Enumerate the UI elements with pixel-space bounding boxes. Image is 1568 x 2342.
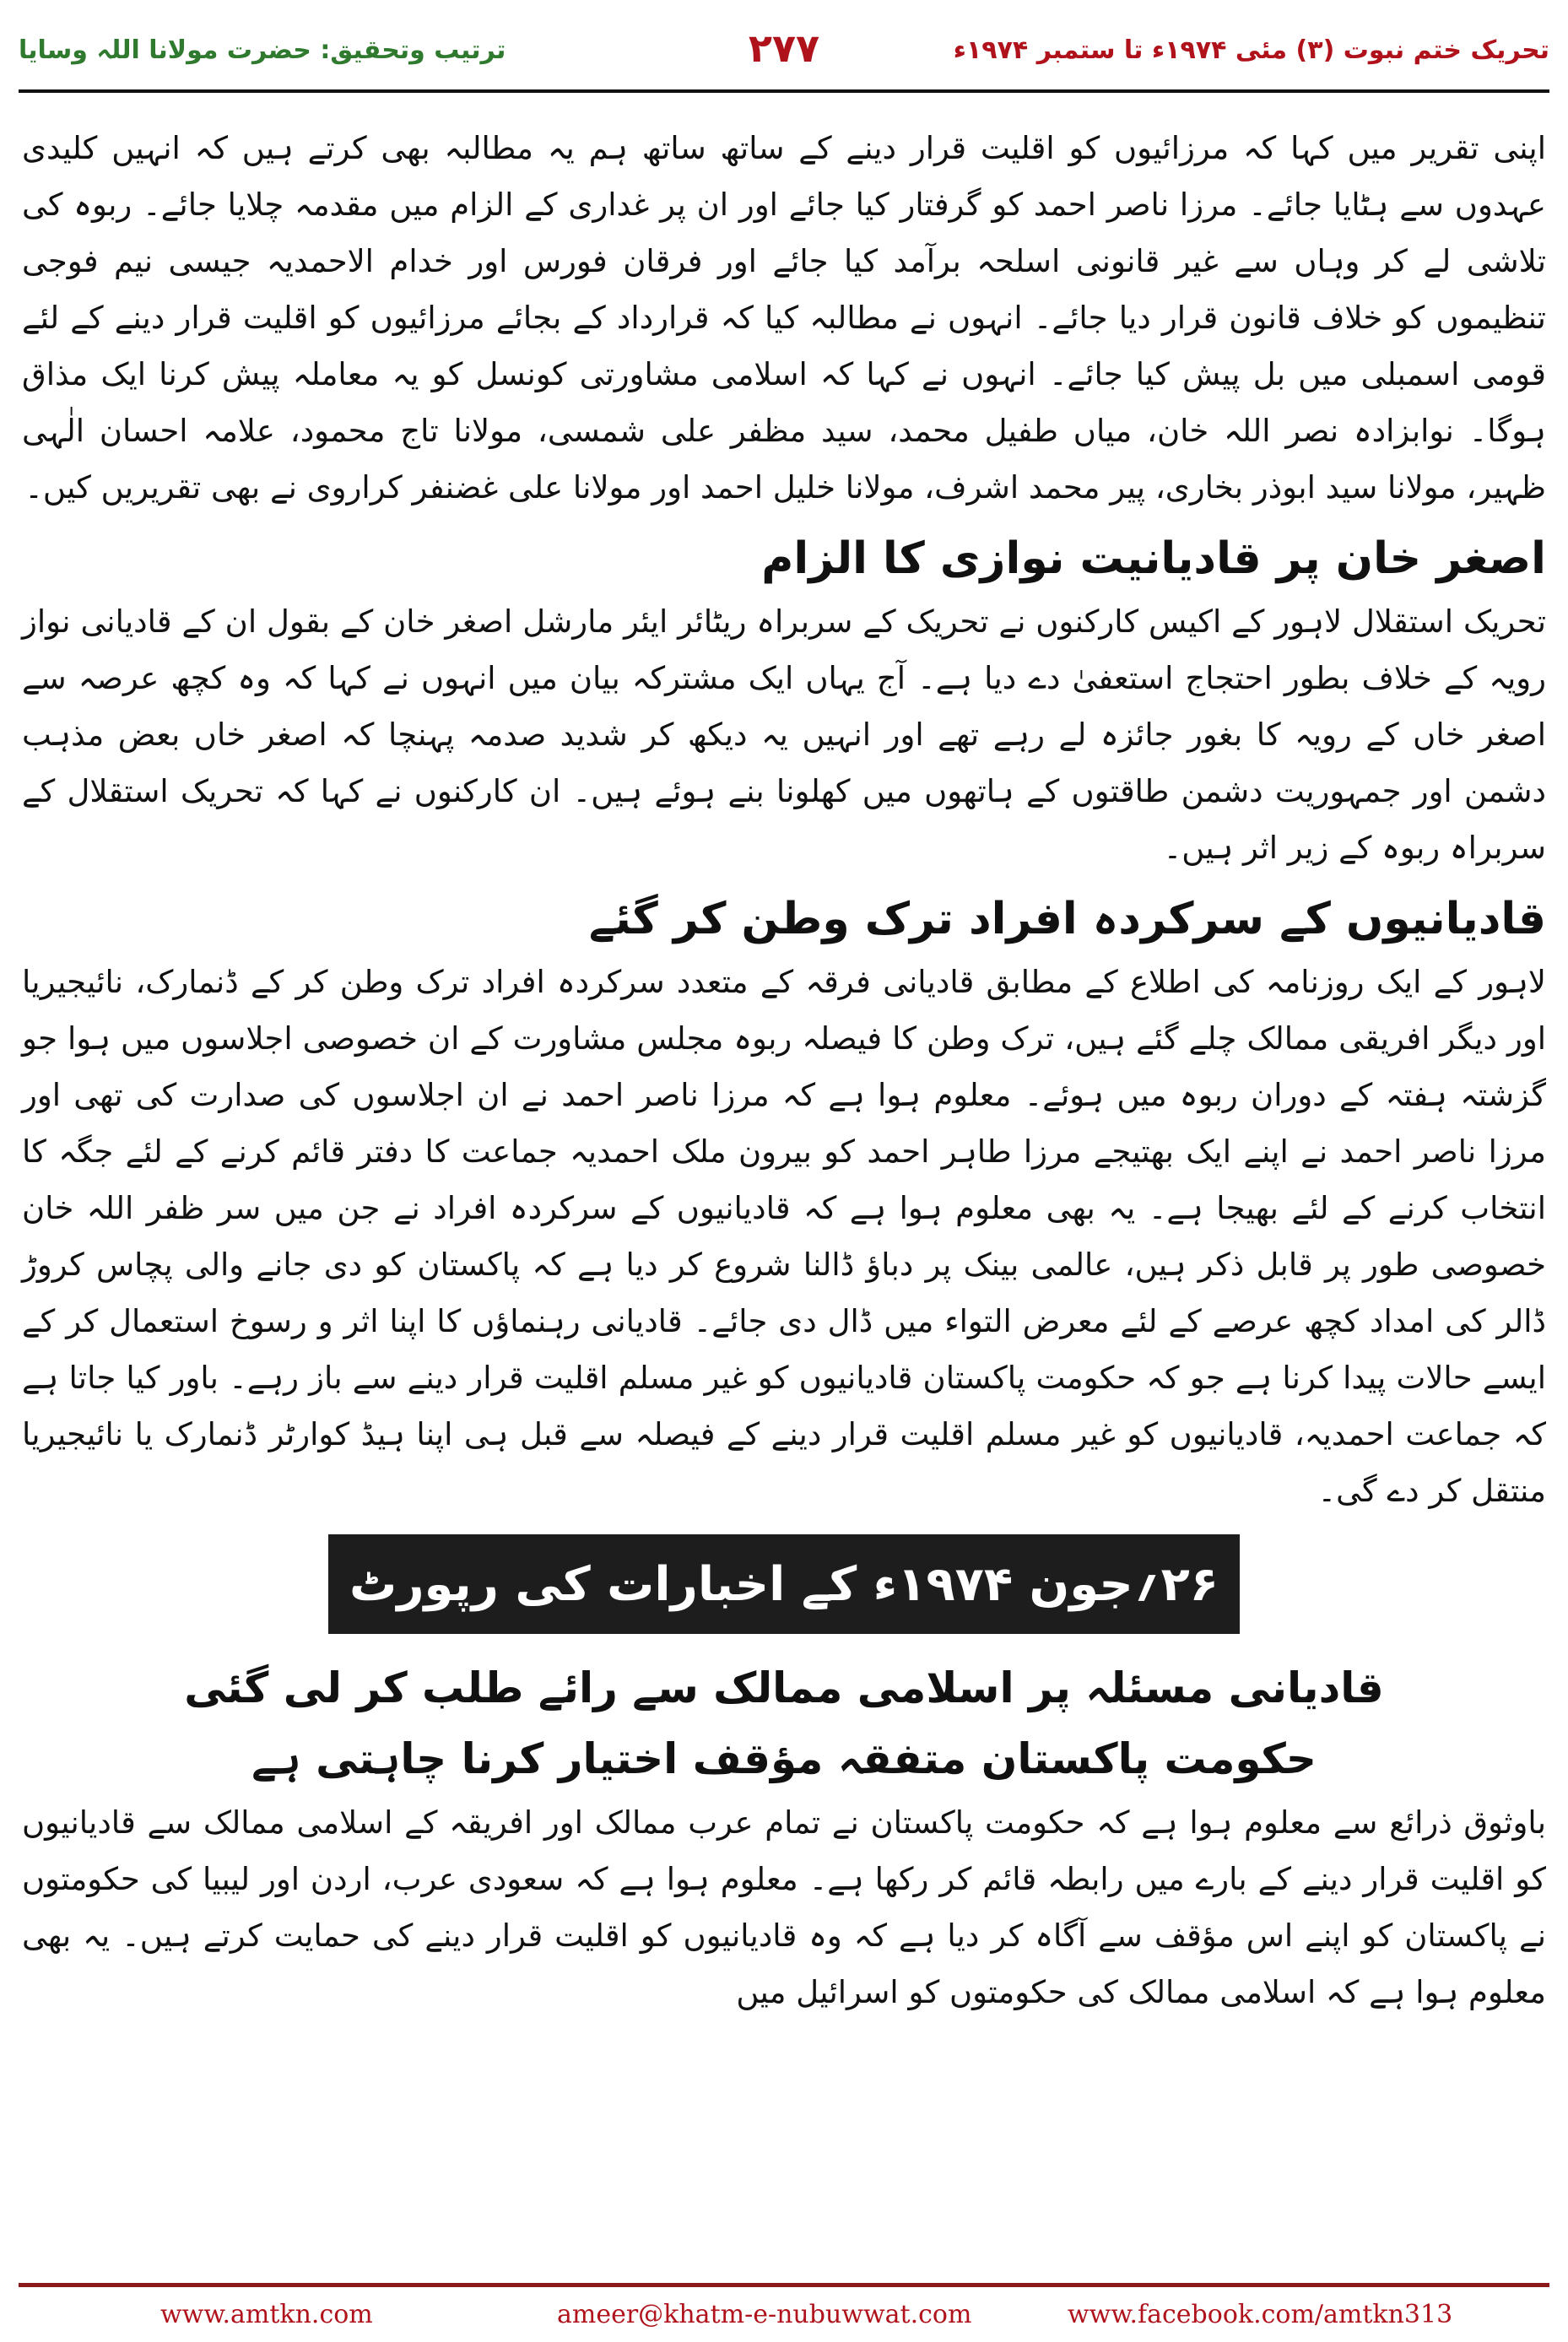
compiler-credit: ترتیب وتحقیق: حضرت مولانا اللہ وسایا [19, 35, 506, 65]
facebook-link[interactable]: www.facebook.com/amtkn313 [1068, 2300, 1453, 2329]
heading-government-stance: حکومت پاکستان متفقہ مؤقف اختیار کرنا چاہتی ہے [251, 1734, 1317, 1783]
email-link[interactable]: ameer@khatm-e-nubuwwat.com [557, 2300, 972, 2329]
book-title: تحریک ختم نبوت (۳) مئی ۱۹۷۴ء تا ستمبر ۱۹۷۴ء [953, 35, 1549, 65]
heading-emigration: قادیانیوں کے سرکردہ افراد ترک وطن کر گئے [588, 894, 1546, 944]
paragraph-asghar-khan: تحریک استقلال لاہور کے اکیس کارکنوں نے تحریک کے سربراہ ریٹائر ایئر مارشل اصغر خان کے بقول ان کے قادیانی نواز رویہ کے خلاف بطور احتجاج استعفیٰ دے دیا ہے۔ آج یہاں ایک مشترکہ بیان میں انہوں نے کہا کہ وہ کچھ عرصہ سے اصغر خاں کے رویہ کا بغور جائزہ لے رہے تھے اور انہیں یہ دیکھ کر شدید صدمہ پہنچا کہ اصغر خاں بعض مذہب دشمن اور جمہوریت دشمن طاقتوں کے ہاتھوں میں کھلونا بنے ہوئے ہیں۔ ان کارکنوں نے کہا کہ تحریک استقلال کے سربراہ ربوہ کے زیر اثر ہیں۔ [22, 603, 1546, 866]
footer-divider [19, 2283, 1549, 2287]
heading-islamic-countries: قادیانی مسئلہ پر اسلامی ممالک سے رائے طلب کر لی گئی [184, 1663, 1384, 1712]
page-header [0, 0, 1568, 84]
paragraph-emigration: لاہور کے ایک روزنامہ کی اطلاع کے مطابق قادیانی فرقہ کے متعدد سرکردہ افراد ترک وطن کر کے ڈنمارک، نائیجیریا اور دیگر افریقی ممالک چلے گئے ہیں، ترک وطن کا فیصلہ ربوہ مجلس مشاورت کے ان خصوصی اجلاسوں میں ہوا جو گزشتہ ہفتہ کے دوران ربوہ میں ہوئے۔ معلوم ہوا ہے کہ مرزا ناصر احمد نے ان اجلاسوں کی صدارت کی تھی اور مرزا ناصر احمد نے اپنے ایک بھتیجے مرزا طاہر احمد کو بیرون ملک احمدیہ جماعت کا دفتر قائم کرنے کے لئے جگہ کا انتخاب کرنے کے لئے بھیجا ہے۔ یہ بھی معلوم ہوا ہے کہ قادیانیوں کے سرکردہ افراد نے جن میں سر ظفر اللہ خان خصوصی طور پر قابل ذکر ہیں، عالمی بینک پر دباؤ ڈالنا شروع کر دیا ہے کہ پاکستان کو دی جانے والی پچاس کروڑ ڈالر کی امداد کچھ عرصے کے لئے معرض التواء میں ڈال دی جائے۔ قادیانی رہنماؤں کا اپنا اثر و رسوخ استعمال کر کے ایسے حالات پیدا کرنا ہے جو کہ حکومت پاکستان قادیانیوں کو غیر مسلم اقلیت قرار دینے سے باز رہے۔ باور کیا جاتا ہے کہ جماعت احمدیہ، قادیانیوں کو غیر مسلم اقلیت قرار دینے کے فیصلہ سے قبل ہی اپنا ہیڈ کوارٹر ڈنمارک یا نائیجیریا منتقل کر دے گی۔ [22, 964, 1546, 1509]
paragraph-speeches: اپنی تقریر میں کہا کہ مرزائیوں کو اقلیت قرار دینے کے ساتھ ساتھ ہم یہ مطالبہ بھی کرتے ہیں کہ انہیں کلیدی عہدوں سے ہٹایا جائے۔ مرزا ناصر احمد کو گرفتار کیا جائے اور ان پر غداری کے الزام میں مقدمہ چلایا جائے۔ ربوہ کی تلاشی لے کر وہاں سے غیر قانونی اسلحہ برآمد کیا جائے اور فرقان فورس اور خدام الاحمدیہ جیسی نیم فوجی تنظیموں کو خلاف قانون قرار دیا جائے۔ انہوں نے مطالبہ کیا کہ قرارداد کے بجائے مرزائیوں کو اقلیت قرار دینے کے لئے قومی اسمبلی میں بل پیش کیا جائے۔ انہوں نے کہا کہ اسلامی مشاورتی کونسل کو یہ معاملہ پیش کرنا ایک مذاق ہوگا۔ نوابزادہ نصر اللہ خان، میاں طفیل محمد، سید مظفر علی شمسی، مولانا تاج محمود، علامہ احسان الٰہی ظہیر، مولانا سید ابوذر بخاری، پیر محمد اشرف، مولانا خلیل احمد اور مولانا علی غضنفر کراروی نے بھی تقریریں کیں۔ [22, 130, 1546, 506]
heading-asghar-khan: اصغر خان پر قادیانیت نوازی کا الزام [761, 533, 1546, 584]
date-banner: ۲۶؍جون ۱۹۷۴ء کے اخبارات کی رپورٹ [328, 1534, 1240, 1634]
page-body [22, 120, 1546, 2020]
page-number: ۲۷۷ [748, 25, 820, 71]
website-link[interactable]: www.amtkn.com [160, 2300, 373, 2329]
page-footer [0, 2283, 1568, 2342]
header-divider [19, 89, 1549, 93]
paragraph-reliable-sources: باوثوق ذرائع سے معلوم ہوا ہے کہ حکومت پاکستان نے تمام عرب ممالک اور افریقہ کے اسلامی ممالک سے قادیانیوں کو اقلیت قرار دینے کے بارے میں رابطہ قائم کر رکھا ہے۔ معلوم ہوا ہے کہ سعودی عرب، اردن اور لیبیا کی حکومتوں نے پاکستان کو اپنے اس مؤقف سے آگاہ کر دیا ہے کہ وہ قادیانیوں کو اقلیت قرار دینے کی حمایت کرتے ہیں۔ یہ بھی معلوم ہوا ہے کہ اسلامی ممالک کی حکومتوں کو اسرائیل میں [22, 1804, 1546, 2010]
